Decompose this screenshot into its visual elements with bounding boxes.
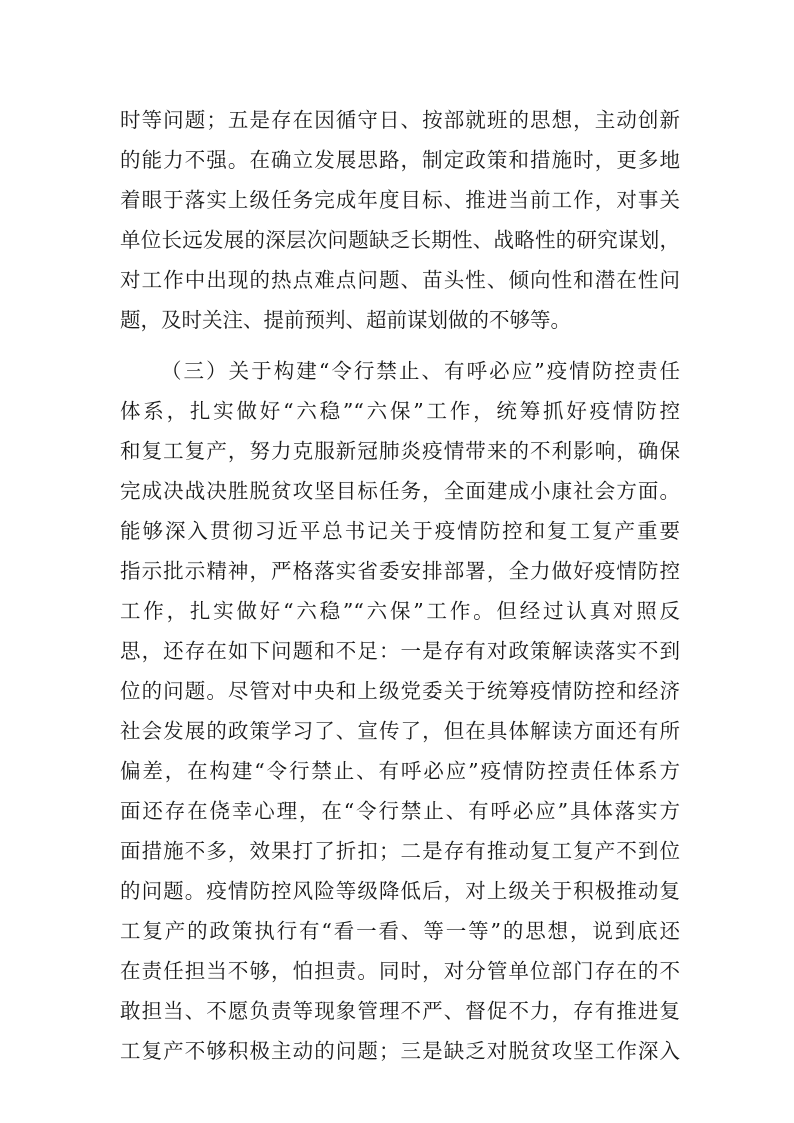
text-line: 社会发展的政策学习了、宣传了，但在具体解读方面还有所 <box>120 719 680 743</box>
text-line: 着眼于落实上级任务完成年度目标、推进当前工作，对事关 <box>120 188 680 212</box>
text-line: 对工作中出现的热点难点问题、苗头性、倾向性和潜在性问 <box>120 268 680 292</box>
section-heading-line: （三）关于构建“令行禁止、有呼必应”疫情防控责任 <box>161 359 680 383</box>
text-line: 的问题。疫情防控风险等级降低后，对上级关于积极推动复 <box>120 879 680 903</box>
text-line: 工作，扎实做好“六稳”“六保”工作。但经过认真对照反 <box>120 599 680 623</box>
text-line: 完成决战决胜脱贫攻坚目标任务，全面建成小康社会方面。 <box>120 479 680 503</box>
text-line: 面措施不多，效果打了折扣；二是存有推动复工复产不到位 <box>120 839 680 863</box>
text-line: 敢担当、不愿负责等现象管理不严、督促不力，存有推进复 <box>120 999 680 1023</box>
text-line: 工复产不够积极主动的问题；三是缺乏对脱贫攻坚工作深入 <box>120 1039 680 1063</box>
text-line: 和复工复产，努力克服新冠肺炎疫情带来的不利影响，确保 <box>120 439 680 463</box>
text-line: 在责任担当不够，怕担责。同时，对分管单位部门存在的不 <box>120 959 680 983</box>
text-line: 思，还存在如下问题和不足：一是存有对政策解读落实不到 <box>120 639 680 663</box>
text-line: 偏差，在构建“令行禁止、有呼必应”疫情防控责任体系方 <box>120 759 680 783</box>
text-line: 面还存在侥幸心理，在“令行禁止、有呼必应”具体落实方 <box>120 799 680 823</box>
text-line: 的能力不强。在确立发展思路，制定政策和措施时，更多地 <box>120 148 680 172</box>
text-line: 能够深入贯彻习近平总书记关于疫情防控和复工复产重要 <box>120 519 680 543</box>
text-line: 位的问题。尽管对中央和上级党委关于统筹疫情防控和经济 <box>120 679 680 703</box>
text-line: 工复产的政策执行有“看一看、等一等”的思想，说到底还 <box>120 919 680 943</box>
text-line: 时等问题；五是存在因循守日、按部就班的思想，主动创新 <box>120 108 680 132</box>
text-line: 题，及时关注、提前预判、超前谋划做的不够等。 <box>120 308 571 332</box>
text-line: 体系，扎实做好“六稳”“六保”工作，统筹抓好疫情防控 <box>120 399 680 423</box>
text-line: 指示批示精神，严格落实省委安排部署，全力做好疫情防控 <box>120 559 680 583</box>
text-line: 单位长远发展的深层次问题缺乏长期性、战略性的研究谋划， <box>120 228 680 252</box>
